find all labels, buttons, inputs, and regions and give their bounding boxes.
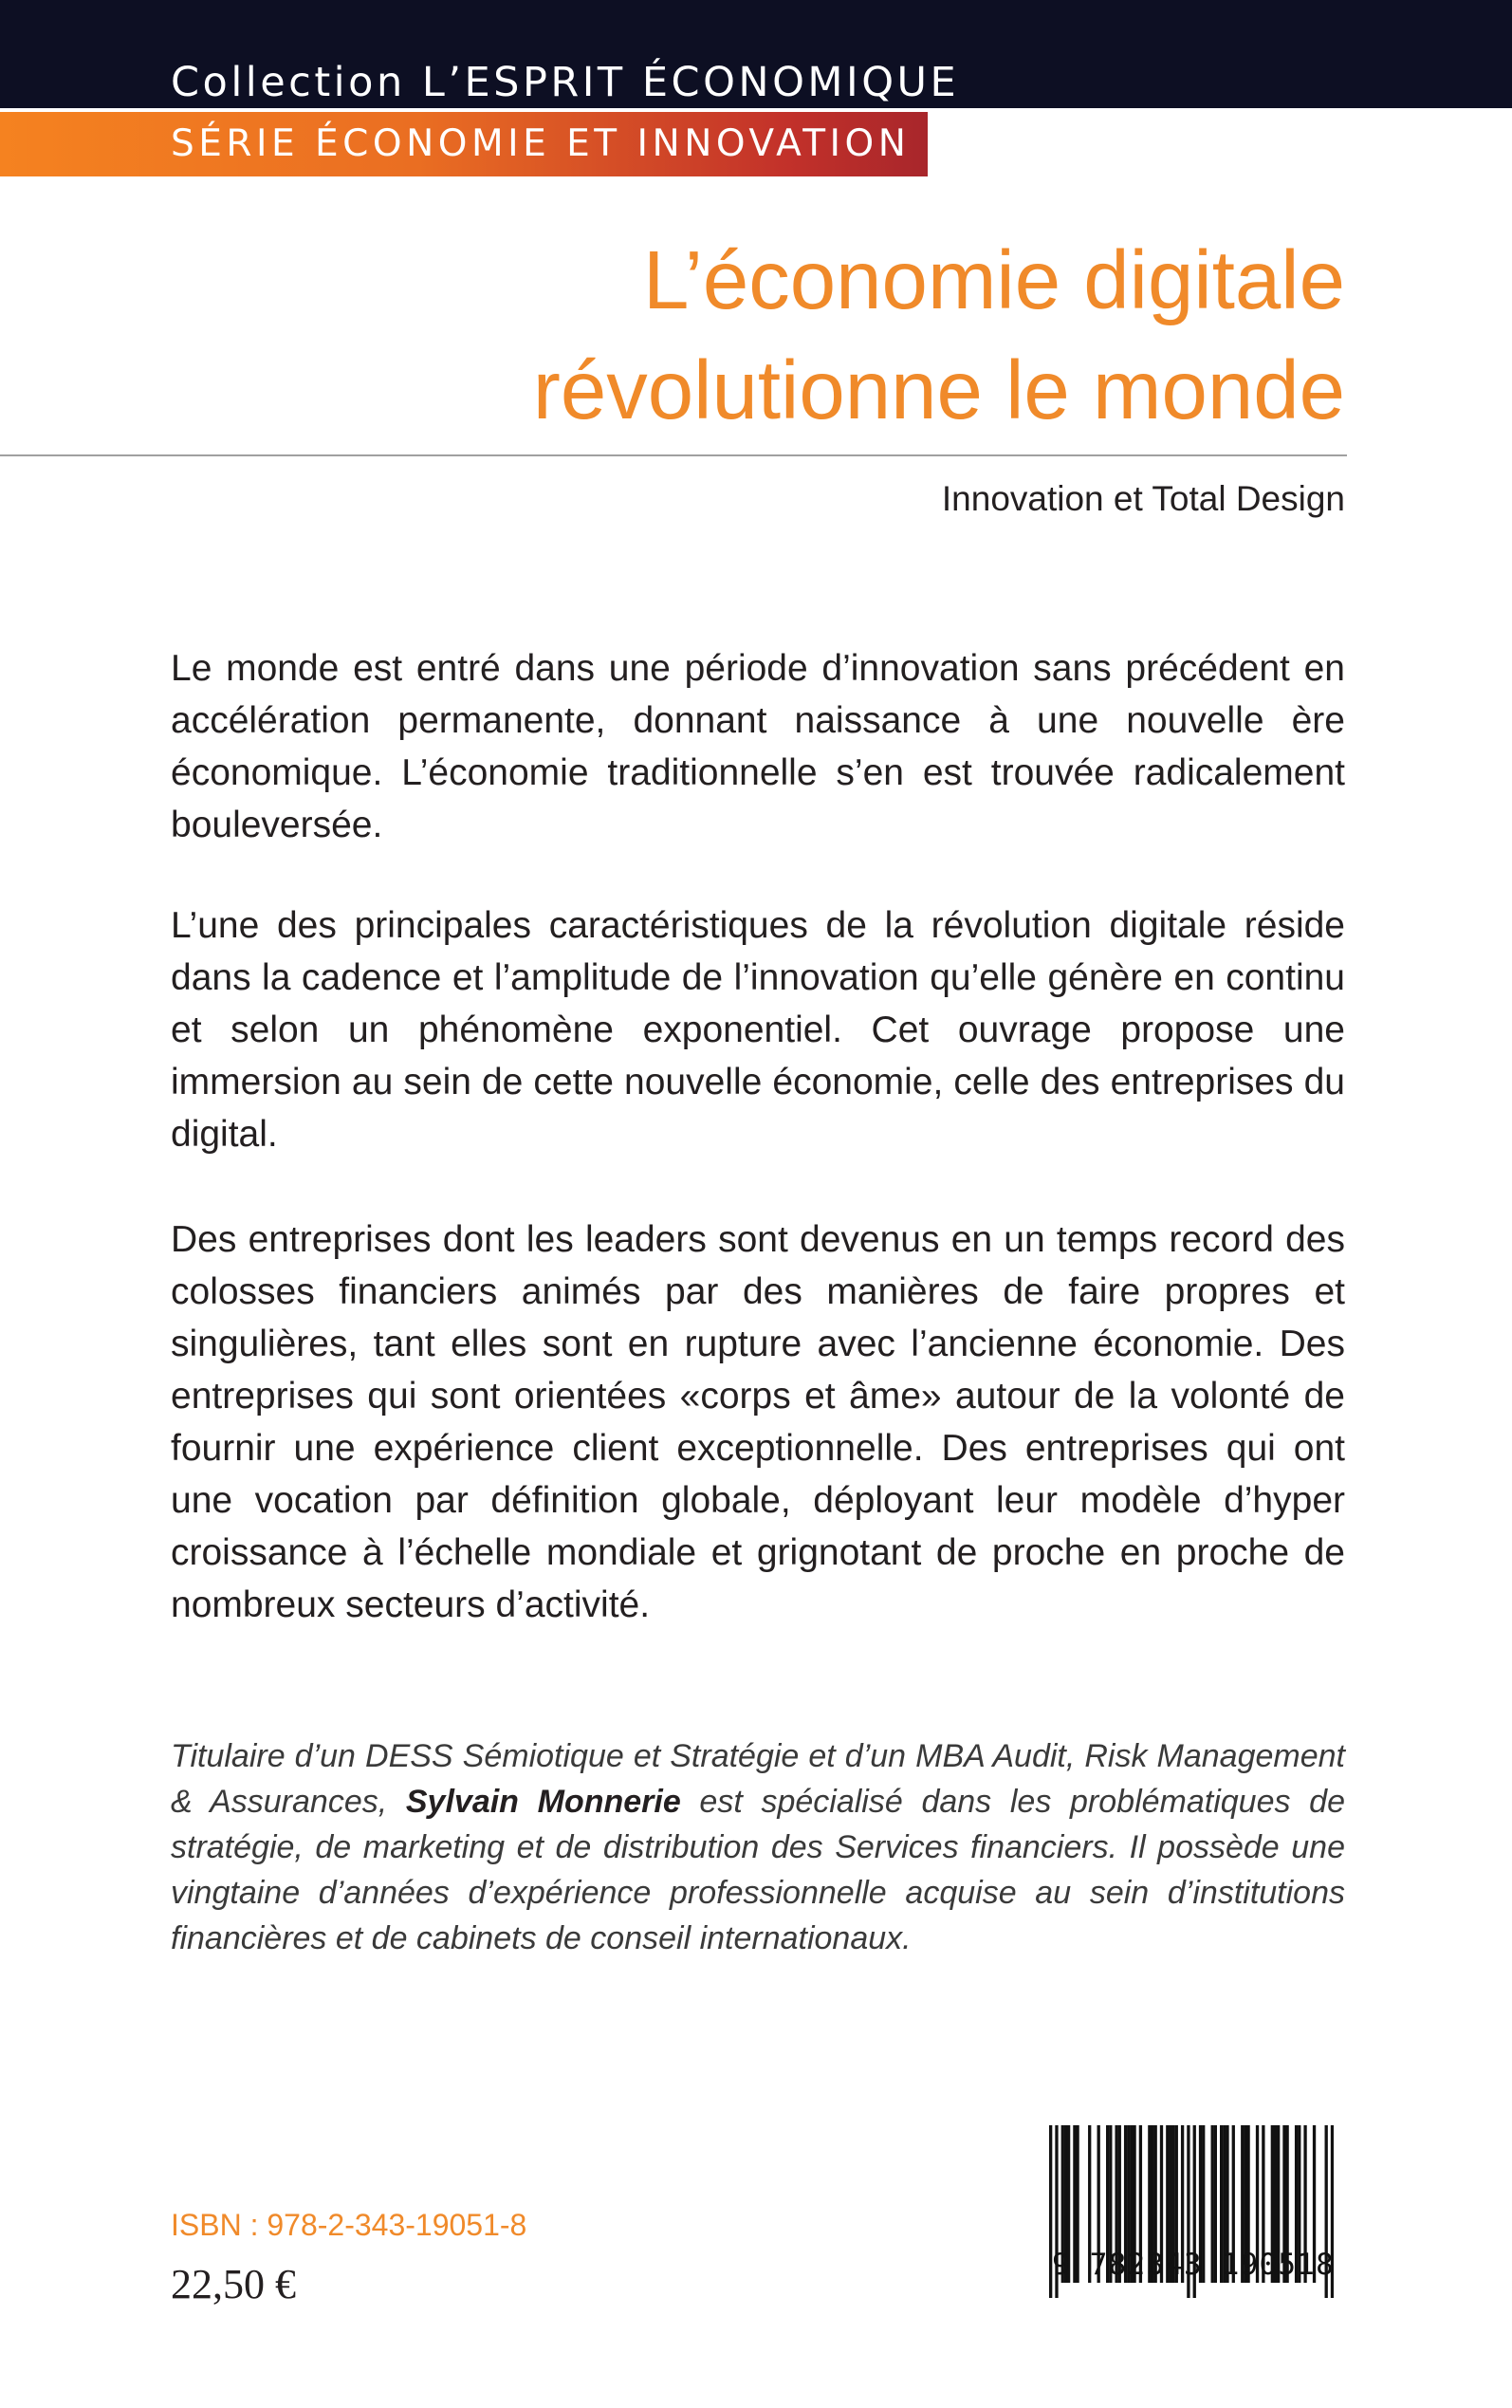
author-bio-rest: est spécialisé dans les problématiques de stratégie, de marketing et de distribution des Services financiers. Il possède une vingtaine d’années d’expérience professionnelle acquise au sein d’institutions financières et de cabinets de conseil internationaux.: [171, 1784, 1345, 1956]
summary-paragraph-3: Des entreprises dont les leaders sont devenus en un temps record des colosses financiers animés par des manières de faire propres et singulières, tant elles sont en rupture avec l’ancienne économie. Des entreprises qui sont orientées «corps et âme» autour de la volonté de fournir une expérience client exceptionnelle. Des entreprises qui ont une vocation par définition globale, déployant leur modèle d’hyper croissance à l’échelle mondiale et grignotant de proche en proche de nombreux secteurs d’activité.: [171, 1219, 1345, 1625]
title-divider: [0, 454, 1347, 456]
book-title: [533, 226, 1345, 446]
barcode-digits: 9 782343 190518: [1052, 2248, 1335, 2282]
author-name: Sylvain Monnerie: [405, 1784, 681, 1820]
price-label: 22,50 €: [171, 2261, 296, 2307]
summary-paragraph-2: L’une des principales caractéristiques de la révolution digitale réside dans la cadence et l’amplitude de l’innovation qu’elle génère en continu et selon un phénomène exponentiel. Cet ouvrage propose une immersion au sein de cette nouvelle économie, celle des entreprises du digital.: [171, 905, 1345, 1155]
author-bio-intro: Titulaire d’un DESS Sémiotique et Stratégie et d’un MBA Audit, Risk Management & Assurances,: [171, 1738, 1345, 1820]
book-subtitle: Innovation et Total Design: [941, 479, 1345, 518]
collection-title: Collection L’ESPRIT ÉCONOMIQUE: [171, 59, 960, 106]
book-title-line-1: L’économie digitale: [642, 234, 1345, 326]
series-title: SÉRIE ÉCONOMIE ET INNOVATION: [171, 122, 911, 165]
author-bio: [171, 1733, 1345, 1961]
isbn-label: ISBN : 978-2-343-19051-8: [171, 2208, 527, 2242]
book-title-line-2: révolutionne le monde: [532, 344, 1345, 436]
summary-paragraph-1: Le monde est entré dans une période d’innovation sans précédent en accélération permanente, donnant naissance à une nouvelle ère économique. L’économie traditionnelle s’en est trouvée radicalement bouleversée.: [171, 648, 1345, 845]
